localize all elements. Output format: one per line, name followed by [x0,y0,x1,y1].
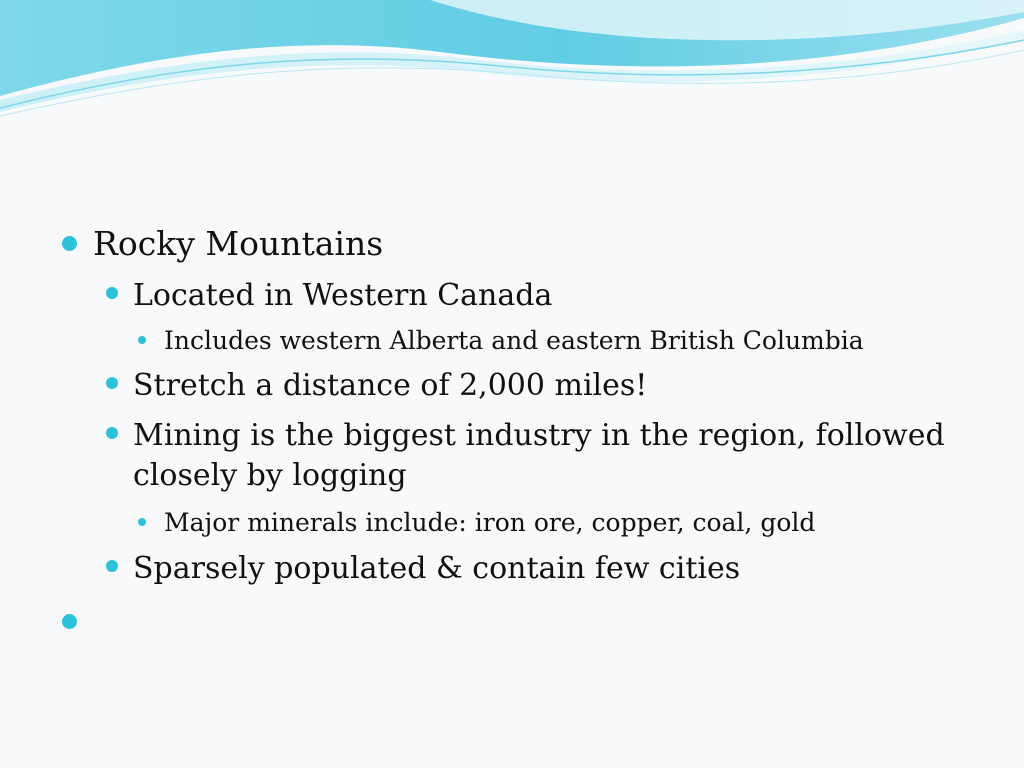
bullet-dot-icon [106,287,118,299]
bullet-dot-icon [138,518,146,526]
bullet-sparsely-populated [106,549,740,589]
bullet-major-minerals [138,508,815,539]
bullet-dot-icon [62,614,77,629]
bullet-text-line: closely by logging [133,458,407,494]
bullet-rocky-mountains [62,224,383,264]
bullet-empty [62,602,93,629]
bullet-stretch-distance [106,366,647,406]
bullet-dot-icon [62,236,77,251]
bullet-dot-icon [106,560,118,572]
bullet-includes-alberta-bc [138,326,864,357]
bullet-dot-icon [106,427,118,439]
bullet-dot-icon [106,377,118,389]
bullet-mining-industry [106,416,945,496]
bullet-text: Located in Western Canada [133,278,553,313]
bullet-text: Major minerals include: iron ore, copper, coal, gold [164,508,816,537]
bullet-located-western-canada [106,276,552,316]
bullet-dot-icon [138,336,146,344]
bullet-text [133,416,945,496]
bullet-text: Stretch a distance of 2,000 miles! [133,368,648,403]
bullet-text-line: Mining is the biggest industry in the region, followed [133,418,945,453]
bullet-text: Rocky Mountains [93,224,384,263]
bullet-text: Sparsely populated & contain few cities [133,551,741,586]
bullet-text: Includes western Alberta and eastern British Columbia [164,326,864,355]
